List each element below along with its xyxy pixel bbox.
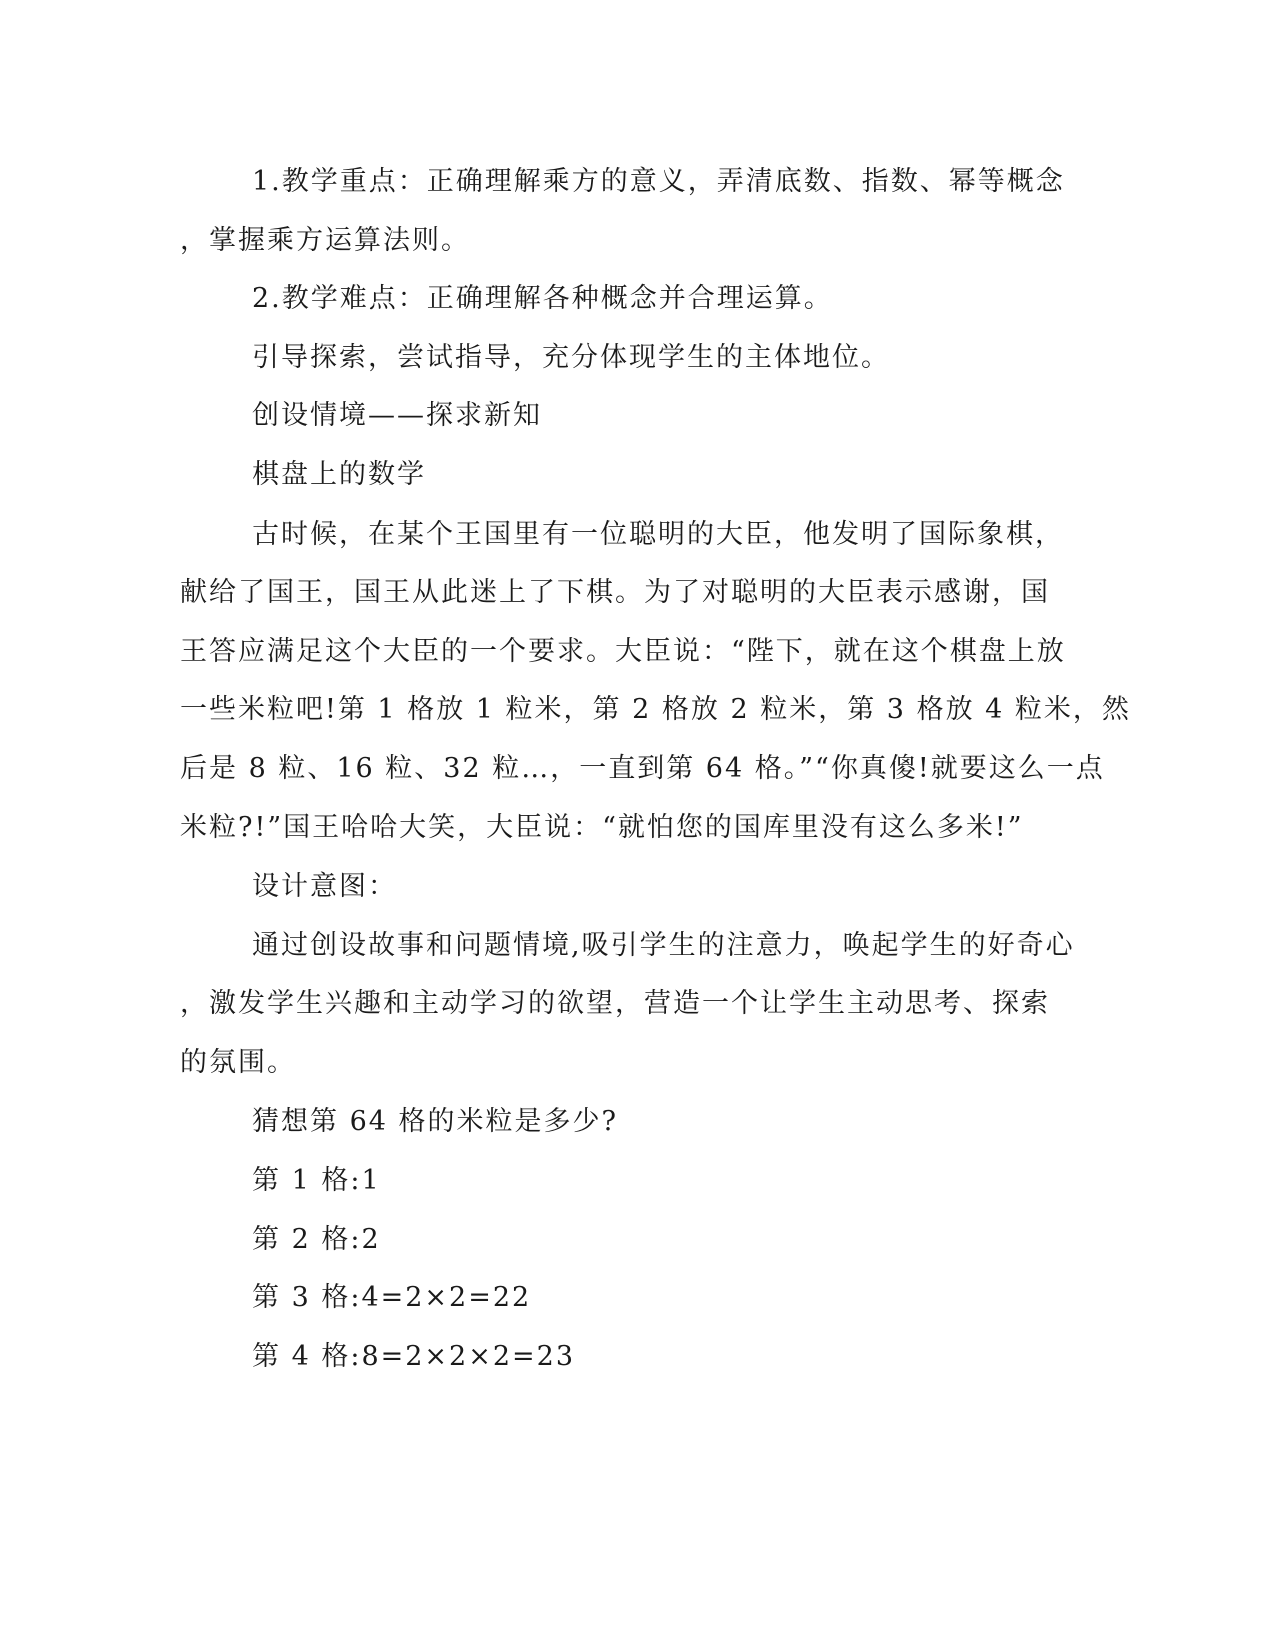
section-heading: 创设情境——探求新知 [252,400,542,431]
story-line-4: 一些米粒吧!第 1 格放 1 粒米，第 2 格放 2 粒米，第 3 格放 4 粒米，然 [180,694,1131,725]
story-line-5: 后是 8 粒、16 粒、32 粒…，一直到第 64 格。”“你真傻!就要这么一点 [180,753,1105,784]
design-intent-line-2: ，激发学生兴趣和主动学习的欲望，营造一个让学生主动思考、探索 [180,988,1050,1019]
story-line-3: 王答应满足这个大臣的一个要求。大臣说：“陛下，就在这个棋盘上放 [180,636,1066,667]
design-intent-line-3: 的氛围。 [180,1047,296,1078]
guess-question: 猜想第 64 格的米粒是多少? [252,1106,618,1137]
key-point-line-1: 1.教学重点：正确理解乘方的意义，弄清底数、指数、幂等概念 [252,166,1065,197]
grid-3-line: 第 3 格:4=2×2=22 [252,1282,532,1313]
story-line-2: 献给了国王，国王从此迷上了下棋。为了对聪明的大臣表示感谢，国 [180,577,1050,608]
grid-1-line: 第 1 格:1 [252,1165,381,1196]
grid-4-line: 第 4 格:8=2×2×2=23 [252,1341,576,1372]
design-intent-heading: 设计意图： [252,871,397,902]
story-title: 棋盘上的数学 [252,459,426,490]
story-line-1: 古时候，在某个王国里有一位聪明的大臣，他发明了国际象棋， [252,519,1064,550]
difficulty-line: 2.教学难点：正确理解各种概念并合理运算。 [252,283,833,314]
design-intent-line-1: 通过创设故事和问题情境,吸引学生的注意力，唤起学生的好奇心 [252,930,1075,961]
grid-2-line: 第 2 格:2 [252,1224,381,1255]
key-point-line-2: ，掌握乘方运算法则。 [180,225,470,256]
method-line: 引导探索，尝试指导，充分体现学生的主体地位。 [252,342,890,373]
story-line-6: 米粒?!”国王哈哈大笑，大臣说：“就怕您的国库里没有这么多米!” [180,812,1024,843]
